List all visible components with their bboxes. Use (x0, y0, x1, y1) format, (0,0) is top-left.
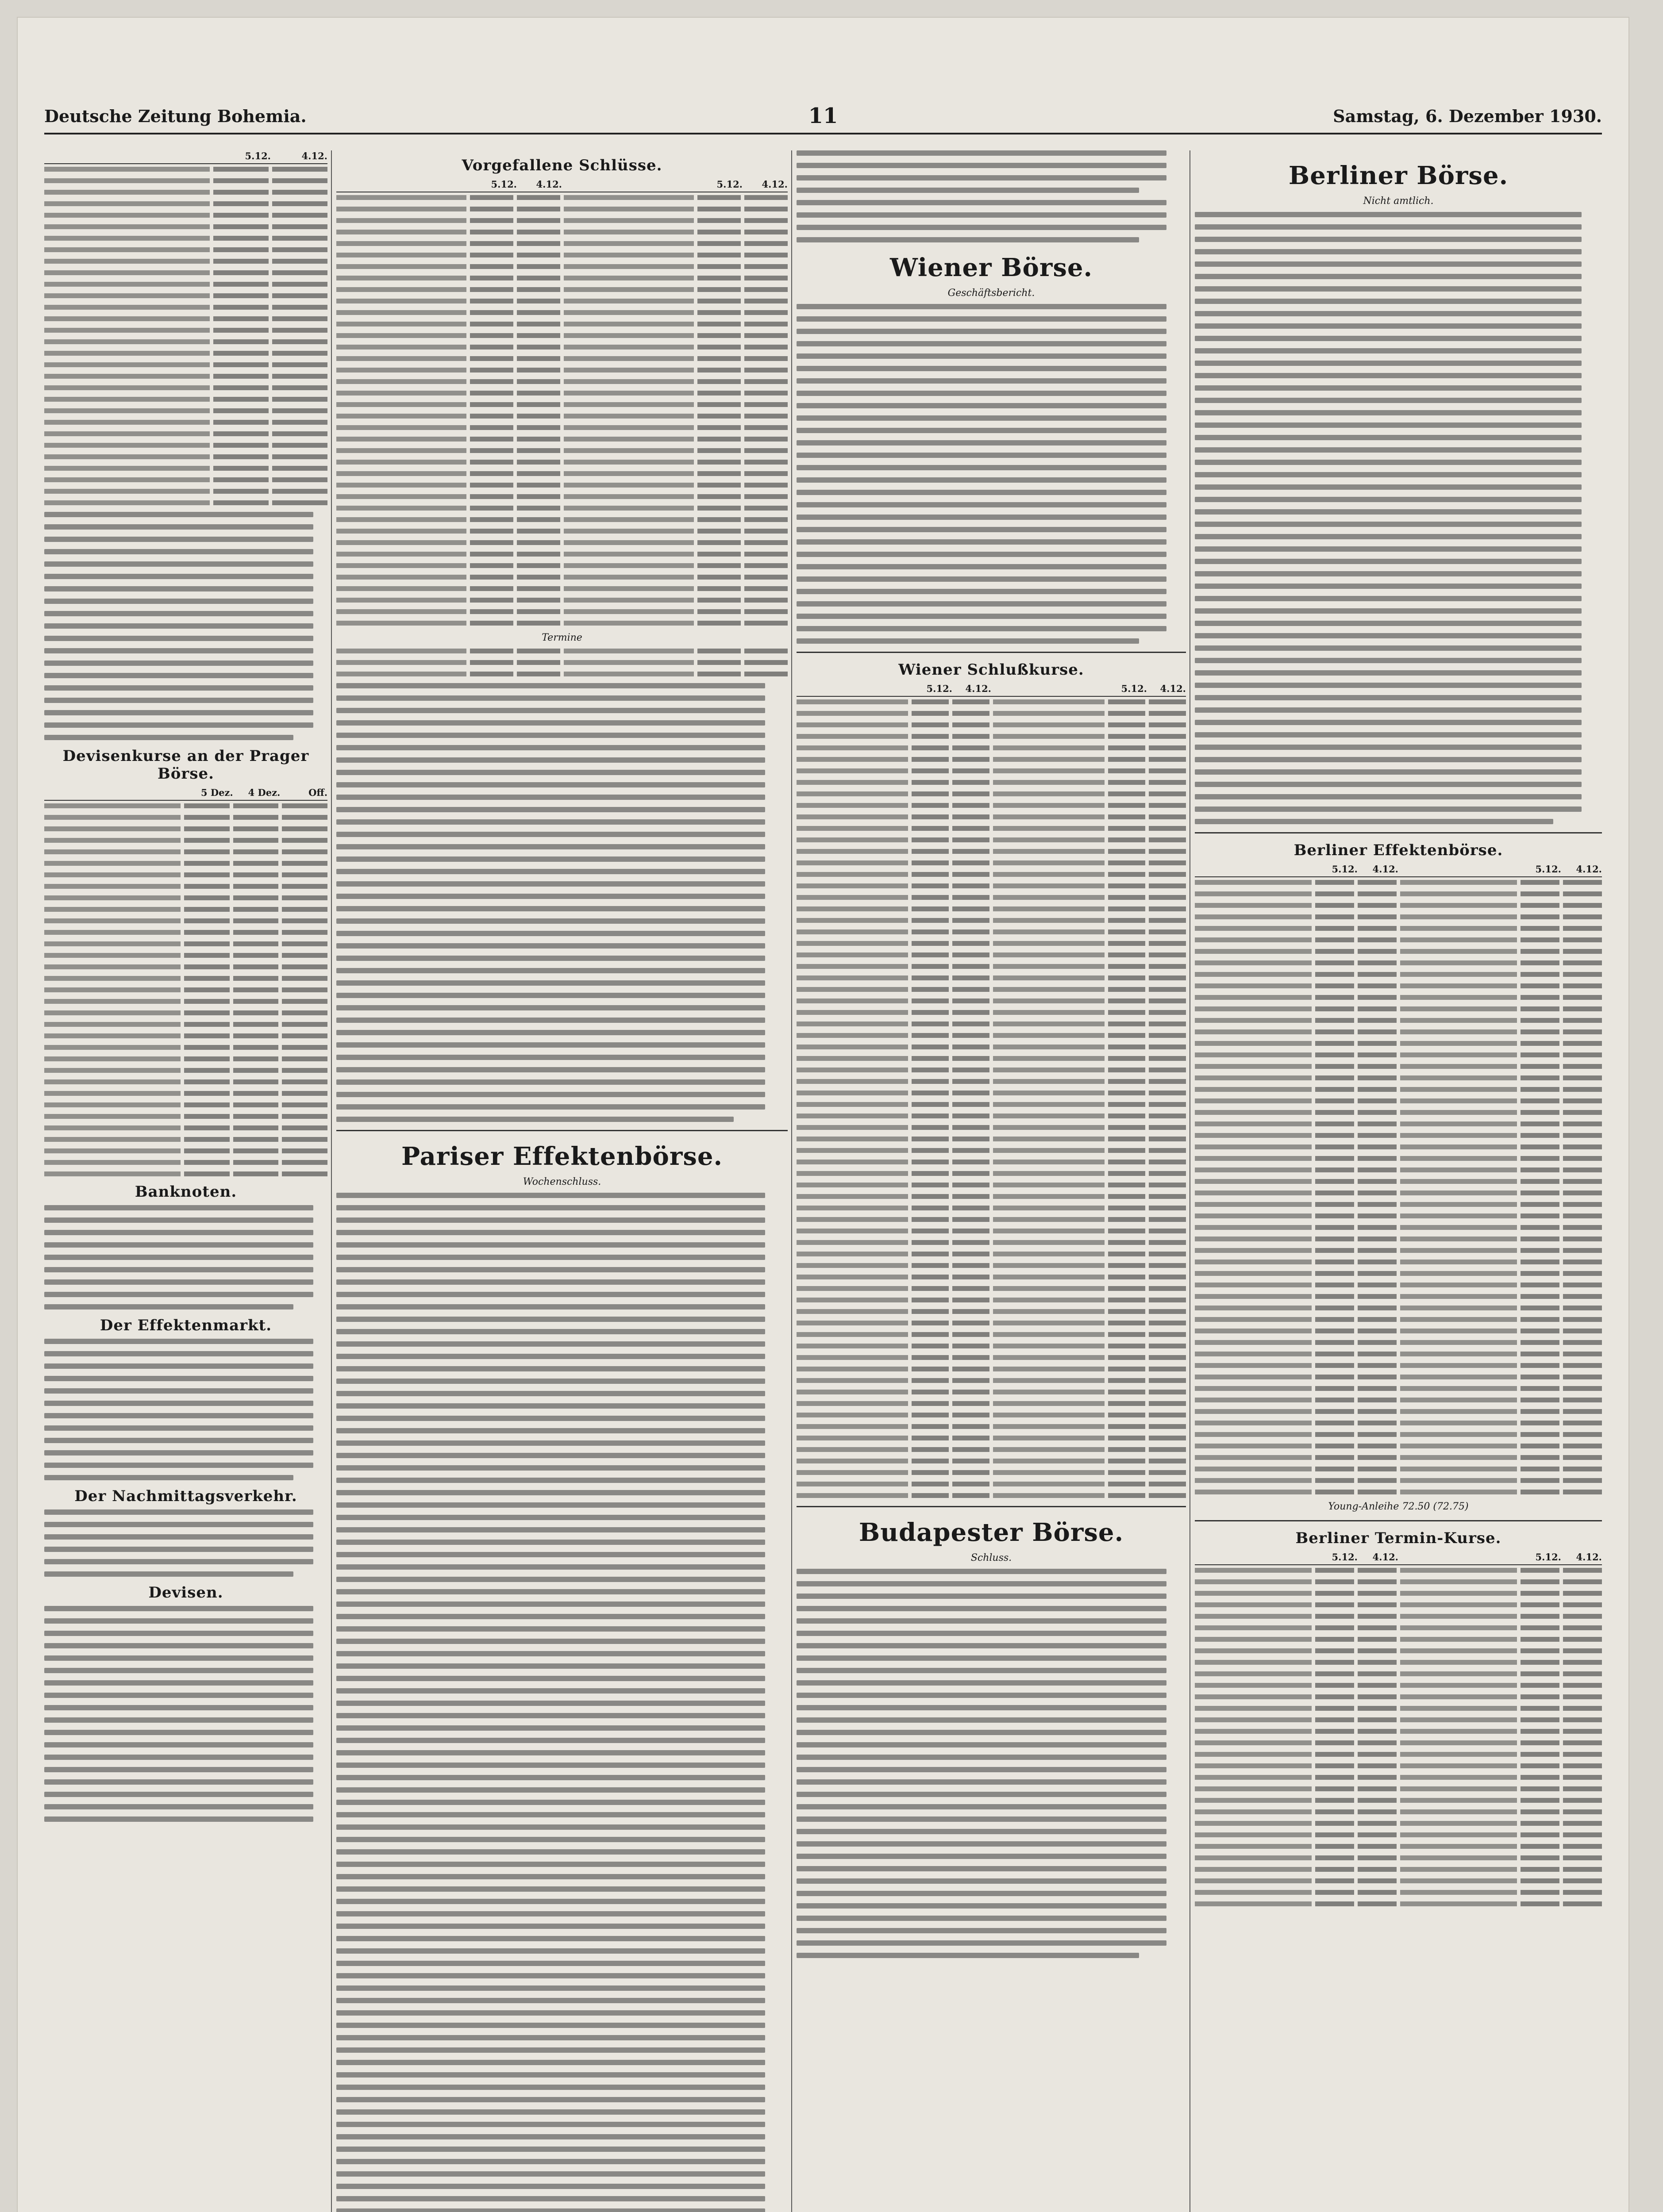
budapester-boerse-title: Budapester Börse. (858, 1518, 1124, 1547)
banknoten-title: Banknoten. (135, 1183, 237, 1201)
devisen-table-rows (44, 803, 327, 1176)
effekten-header: 5.12. 4.12. 5.12. 4.12. (1195, 864, 1602, 877)
column-divider (791, 150, 792, 2212)
wiener-subtitle: Geschäftsbericht. (947, 288, 1035, 299)
stock-table-header: 5.12. 4.12. (44, 150, 327, 164)
column-3 (797, 150, 1186, 2212)
nachmittagsverkehr-text (44, 1509, 327, 1577)
column-divider (331, 150, 332, 2212)
schluesse-table-rows (336, 195, 788, 626)
masthead-title: Deutsche Zeitung Bohemia. (44, 106, 307, 126)
issue-date: Samstag, 6. Dezember 1930. (1333, 106, 1602, 126)
banknoten-text (44, 1205, 327, 1310)
wiener-text (797, 304, 1186, 644)
berliner-subtitle: Nicht amtlich. (1363, 196, 1434, 207)
berliner-text (1195, 212, 1602, 824)
pariser-effektenboerse-title: Pariser Effektenbörse. (401, 1142, 723, 1171)
devisen-title: Devisen. (148, 1584, 223, 1601)
schluesse-table-header: 5.12. 4.12. 5.12. 4.12. (336, 179, 788, 192)
devisen-prague-title: Devisenkurse an der Prager Börse. (62, 747, 309, 783)
wiener-boerse-title: Wiener Börse. (890, 253, 1093, 282)
section-rule (336, 1130, 788, 1131)
termine-label: Termine (542, 632, 582, 643)
pariser-subtitle: Wochenschluss. (523, 1176, 601, 1187)
wiener-schlusskurse-title: Wiener Schlußkurse. (898, 661, 1084, 679)
devisen-text (44, 1606, 327, 1822)
section-rule (1195, 832, 1602, 833)
berliner-effektenboerse-title: Berliner Effektenbörse. (1293, 841, 1503, 859)
section-rule (797, 652, 1186, 653)
page-number: 11 (808, 104, 838, 128)
international-exchanges-text (336, 683, 788, 1122)
devisen-table-header: 5 Dez. 4 Dez. Off. (44, 787, 327, 801)
pariser-text (336, 1193, 788, 2212)
berliner-termin-kurse-title: Berliner Termin-Kurse. (1295, 1529, 1501, 1547)
page-header (44, 102, 1602, 134)
section-rule (1195, 1520, 1602, 1521)
effektenmarkt-title: Der Effektenmarkt. (100, 1317, 272, 1334)
column-1 (44, 150, 327, 2212)
schlusskurse-rows (797, 699, 1186, 1498)
berliner-boerse-title: Berliner Börse. (1288, 161, 1509, 190)
newspaper-page (18, 18, 1628, 2212)
state-bonds-text (44, 512, 327, 740)
effekten-rows (1195, 880, 1602, 1494)
nachmittagsverkehr-title: Der Nachmittagsverkehr. (74, 1487, 297, 1505)
budapester-text (797, 1569, 1186, 1958)
termin-header: 5.12. 4.12. 5.12. 4.12. (1195, 1551, 1602, 1565)
effektenmarkt-text (44, 1339, 327, 1480)
column-2 (336, 150, 788, 2212)
schlusskurse-header: 5.12. 4.12. 5.12. 4.12. (797, 683, 1186, 697)
termine-rows (336, 649, 788, 676)
termin-rows (1195, 1568, 1602, 1906)
continued-text (797, 150, 1186, 242)
stock-table-rows (44, 167, 327, 505)
young-anleihe: Young-Anleihe 72.50 (72.75) (1328, 1501, 1469, 1512)
section-rule (797, 1506, 1186, 1507)
column-4 (1195, 150, 1602, 2212)
budapester-subtitle: Schluss. (970, 1552, 1012, 1563)
vorgefallene-schluesse-title: Vorgefallene Schlüsse. (462, 157, 662, 174)
